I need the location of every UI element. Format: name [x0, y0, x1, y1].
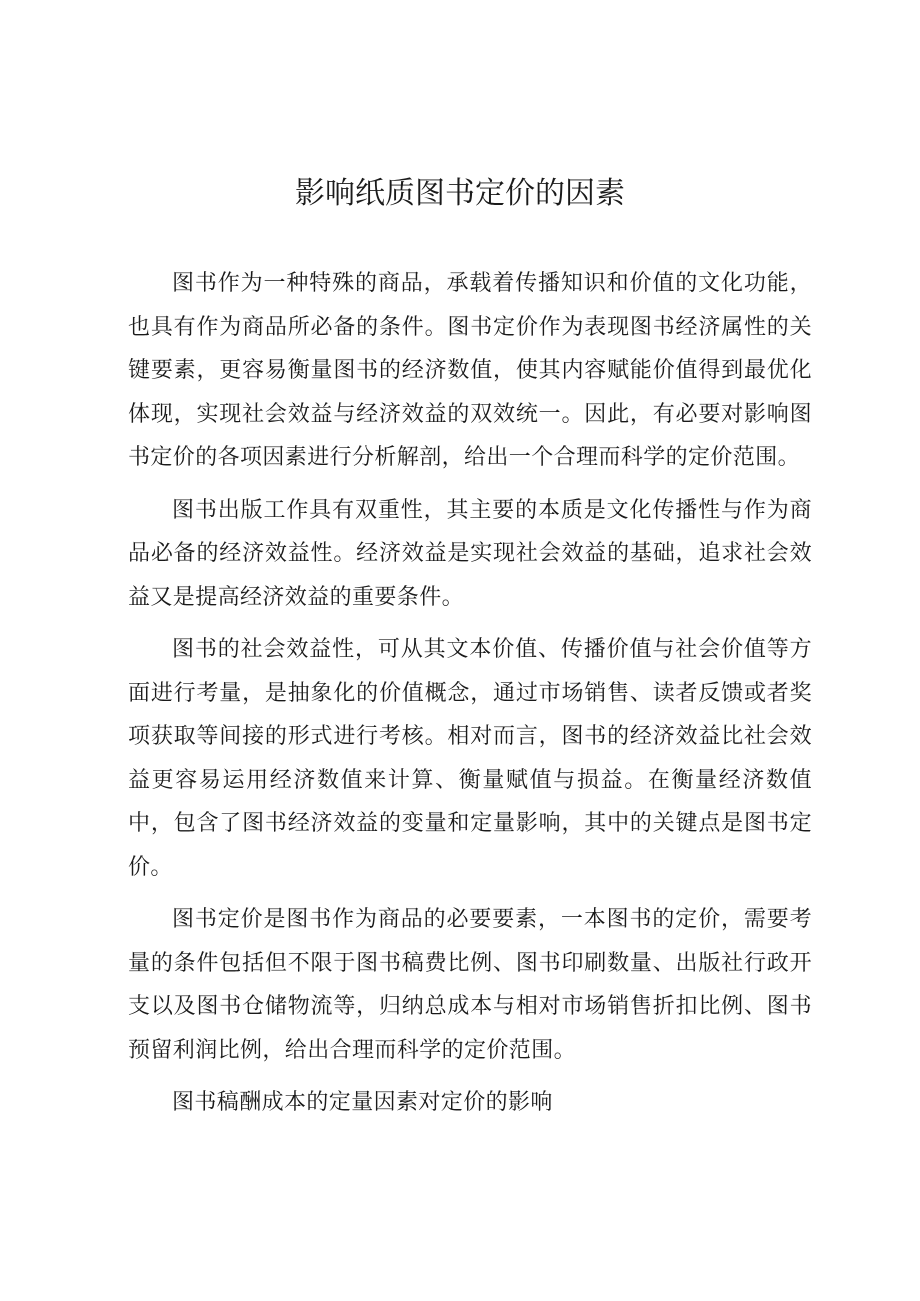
section-heading: 图书稿酬成本的定量因素对定价的影响 — [172, 1090, 553, 1115]
document-title: 影响纸质图书定价的因素 — [295, 176, 625, 211]
document-body — [128, 262, 812, 1134]
paragraph-4: 图书定价是图书作为商品的必要要素，一本图书的定价，需要考量的条件包括但不限于图书稿费比例、图书印刷数量、出版社行政开支以及图书仓储物流等，归纳总成本与相对市场销售折扣比例、图书预留利润比例，给出合理而科学的定价范围。 — [128, 907, 812, 1063]
paragraph-2: 图书出版工作具有双重性，其主要的本质是文化传播性与作为商品必备的经济效益性。经济效益是实现社会效益的基础，追求社会效益又是提高经济效益的重要条件。 — [128, 497, 812, 610]
paragraph-3: 图书的社会效益性，可从其文本价值、传播价值与社会价值等方面进行考量，是抽象化的价值概念，通过市场销售、读者反馈或者奖项获取等间接的形式进行考核。相对而言，图书的经济效益比社会效益更容易运用经济数值来计算、衡量赋值与损益。在衡量经济数值中，包含了图书经济效益的变量和定量影响，其中的关键点是图书定价。 — [128, 637, 812, 880]
paragraph-1: 图书作为一种特殊的商品，承载着传播知识和价值的文化功能，也具有作为商品所必备的条件。图书定价作为表现图书经济属性的关键要素，更容易衡量图书的经济数值，使其内容赋能价值得到最优化体现，实现社会效益与经济效益的双效统一。因此，有必要对影响图书定价的各项因素进行分析解剖，给出一个合理而科学的定价范围。 — [128, 271, 812, 470]
